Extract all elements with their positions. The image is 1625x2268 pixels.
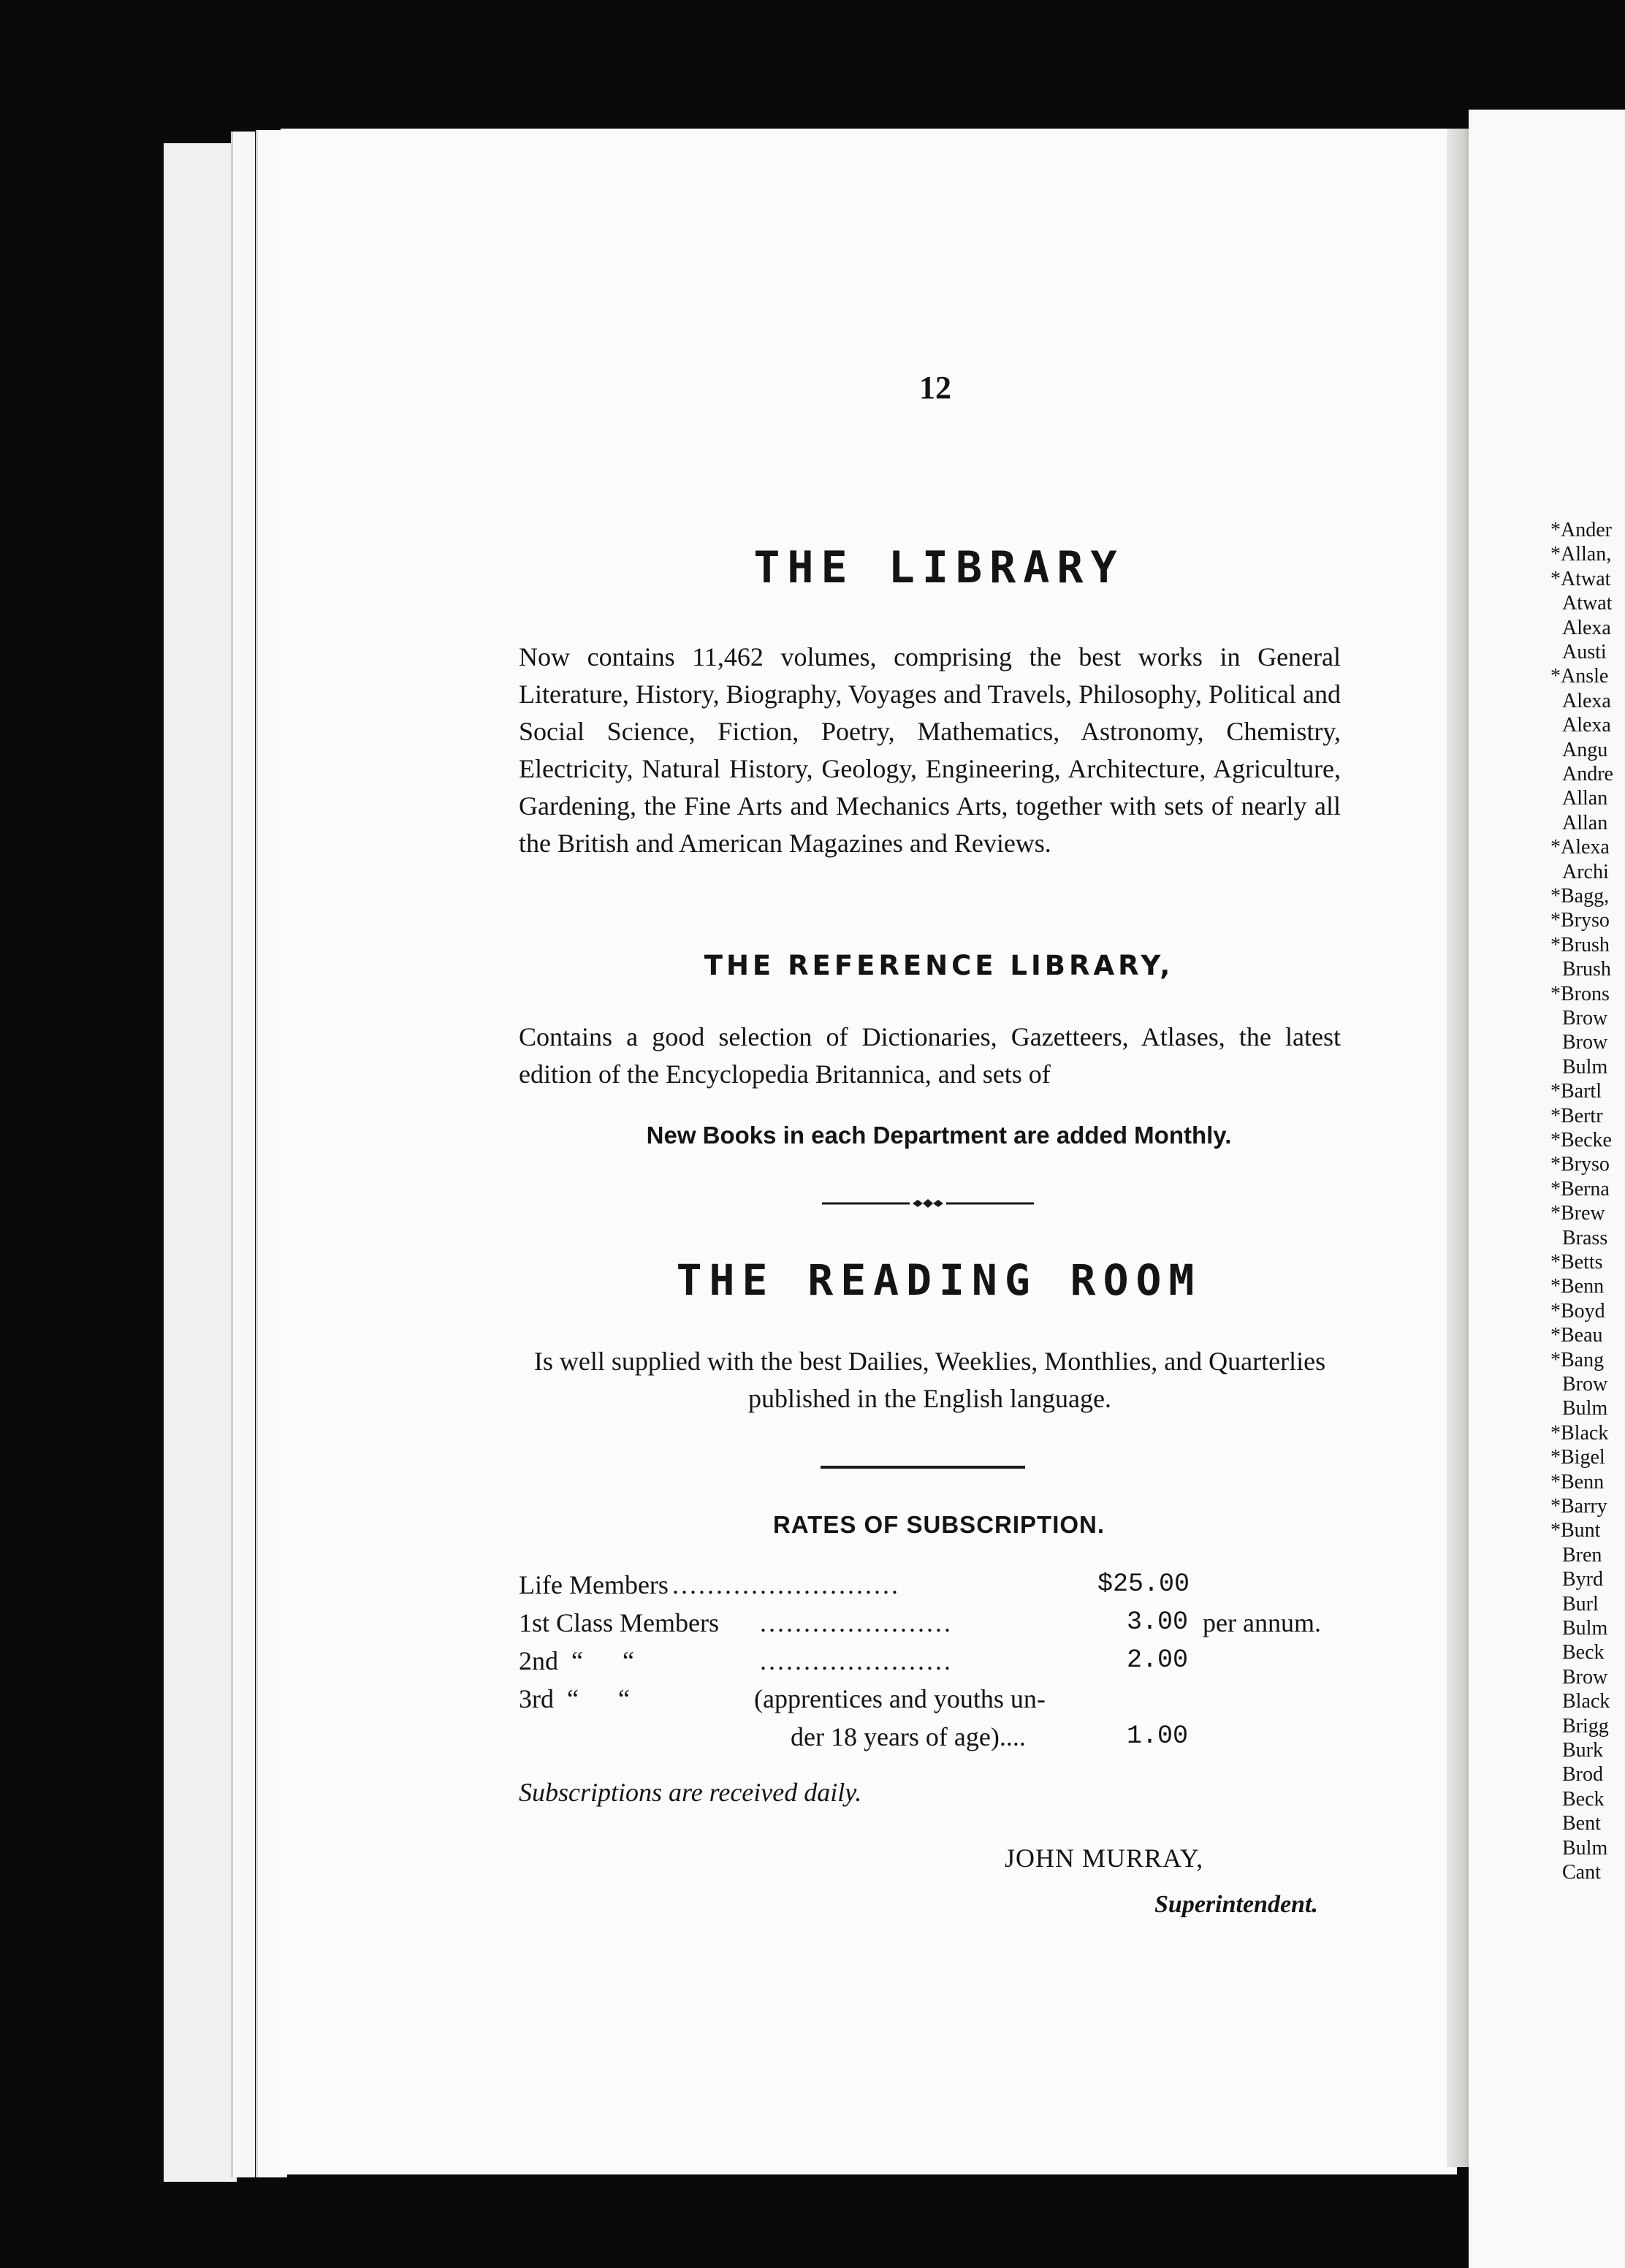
facing-page-entry: Bulm (1562, 1836, 1608, 1860)
facing-page-entry: Bren (1562, 1543, 1602, 1567)
facing-page-entry: Brigg (1562, 1714, 1609, 1738)
document-page (281, 129, 1457, 2174)
facing-page-entry: *Bigel (1550, 1446, 1605, 1469)
facing-page-entry: *Allan, (1550, 543, 1612, 566)
facing-page-entry: Burl (1562, 1592, 1599, 1616)
facing-page-entry: Alexa (1562, 714, 1611, 737)
facing-page-entry: Alexa (1562, 689, 1611, 712)
facing-page-entry: *Bagg, (1550, 885, 1610, 907)
facing-page-entry: Cant (1562, 1861, 1601, 1884)
facing-page-entry: *Ander (1550, 519, 1612, 541)
facing-page-entry: Archi (1562, 860, 1609, 883)
page-number: 12 (919, 370, 951, 406)
facing-page-entry: *Betts (1550, 1251, 1603, 1274)
reading-room-heading: THE READING ROOM (676, 1255, 1202, 1305)
facing-page-entry: Allan (1562, 811, 1608, 834)
rate-leader: .......................... (672, 1570, 900, 1599)
facing-page-entry: *Atwat (1550, 567, 1611, 590)
monthly-notice: New Books in each Department are added Monthly. (646, 1122, 1232, 1149)
rate-row (519, 1721, 1359, 1759)
rate-amount: 1.00 (1127, 1721, 1189, 1751)
facing-page-entry: Byrd (1562, 1568, 1603, 1591)
facing-page (1469, 110, 1625, 2268)
divider-rule (821, 1466, 1025, 1469)
facing-page-entry: Austi (1562, 641, 1607, 663)
reference-library-description: Contains a good selection of Dictionaries, Gazetteers, Atlases, the latest edition of the Encyclopedia Britannica, and sets of (519, 1022, 1341, 1089)
reference-library-heading: THE REFERENCE LIBRARY, (704, 950, 1174, 981)
facing-page-entry: *Bertr (1550, 1104, 1603, 1127)
rate-label: 3rd “ “ (519, 1684, 630, 1713)
facing-page-entry: *Boyd (1550, 1299, 1605, 1323)
facing-page-entry: Atwat (1562, 592, 1613, 615)
ornament-divider (822, 1198, 1034, 1209)
rate-amount: 2.00 (1127, 1645, 1189, 1675)
facing-page-entry: Bulm (1562, 1397, 1608, 1420)
facing-page-entry: Brass (1562, 1226, 1608, 1249)
facing-page-entry: Bulm (1562, 1617, 1608, 1640)
rate-amount: $25.00 (1097, 1569, 1190, 1599)
facing-page-entry: *Berna (1550, 1177, 1610, 1200)
rate-label: 1st Class Members (519, 1608, 719, 1637)
facing-page-entry: Brod (1562, 1763, 1603, 1786)
facing-page-entry: *Becke (1550, 1129, 1612, 1152)
facing-page-entry: *Benn (1550, 1275, 1605, 1298)
rate-row (519, 1607, 1359, 1645)
facing-page-entry: *Alexa (1550, 836, 1610, 859)
facing-page-entry: Allan (1562, 787, 1608, 810)
rate-row (519, 1645, 1359, 1683)
facing-page-entry: *Brew (1550, 1202, 1605, 1225)
library-description: Now contains 11,462 volumes, comprising the best works in General Literature, History, Biography, Voyages and Travels, Philosophy, Political and Social Science, Fiction, Poetry, Mathematics, Astronomy, Chemistry, Electricity, Natural History, Geology, Engineering, Architecture, Agriculture, Gardening, the Fine Arts and Mechanics Arts, together with sets of nearly all the British and American Magazines and Reviews. (519, 642, 1341, 858)
rate-row (519, 1683, 1359, 1721)
page-edge (164, 143, 237, 2182)
signature-title: Superintendent. (1154, 1891, 1318, 1918)
facing-page-entry: *Bang (1550, 1348, 1605, 1371)
facing-page-entry: *Brush (1550, 933, 1610, 956)
rate-leader: ...................... (760, 1608, 953, 1637)
rate-amount: 3.00 (1127, 1607, 1189, 1637)
facing-page-entry: *Bartl (1550, 1080, 1602, 1103)
facing-page-entry: *Bryso (1550, 909, 1610, 932)
facing-page-entry: *Barry (1550, 1495, 1607, 1518)
rate-row (519, 1569, 1359, 1607)
facing-page-entry: Beck (1562, 1787, 1605, 1811)
rate-leader: ...................... (760, 1646, 953, 1675)
facing-page-entry: Brow (1562, 1373, 1608, 1396)
facing-page-entry: Bent (1562, 1812, 1601, 1835)
signature-name: JOHN MURRAY, (1005, 1843, 1204, 1873)
facing-page-entry: Black (1562, 1690, 1610, 1713)
facing-page-entry: *Black (1550, 1421, 1609, 1445)
facing-page-entry: Angu (1562, 738, 1608, 761)
subscription-note: Subscriptions are received daily. (519, 1778, 862, 1807)
facing-page-entry: Alexa (1562, 616, 1611, 639)
reading-room-description: Is well supplied with the best Dailies, Weeklies, Monthlies, and Quarterlies published in the English language. (533, 1347, 1326, 1413)
facing-page-entry: Beck (1562, 1641, 1605, 1664)
facing-page-entry: Brow (1562, 1007, 1608, 1030)
facing-page-entry: *Brons (1550, 982, 1610, 1005)
facing-page-entry: Brush (1562, 958, 1611, 981)
facing-page-entry: Burk (1562, 1739, 1603, 1762)
rate-label: 2nd “ “ (519, 1646, 634, 1675)
rate-leader: der 18 years of age).... (791, 1722, 1026, 1751)
facing-page-entry: *Beau (1550, 1324, 1603, 1347)
facing-page-entry: Brow (1562, 1031, 1608, 1054)
facing-page-entry: *Bryso (1550, 1153, 1610, 1176)
rate-suffix: per annum. (1203, 1608, 1321, 1637)
facing-page-entry: *Ansle (1550, 665, 1609, 688)
facing-page-entry: *Bunt (1550, 1519, 1601, 1542)
facing-page-entry: Bulm (1562, 1055, 1608, 1078)
library-heading: THE LIBRARY (753, 542, 1124, 593)
rate-label: Life Members (519, 1570, 669, 1599)
page-edge (231, 132, 255, 2177)
rates-heading: RATES OF SUBSCRIPTION. (772, 1511, 1105, 1538)
facing-page-entry: Andre (1562, 763, 1613, 785)
rate-leader: (apprentices and youths un- (754, 1684, 1046, 1713)
facing-page-entry: *Benn (1550, 1470, 1605, 1493)
facing-page-entry: Brow (1562, 1665, 1608, 1689)
